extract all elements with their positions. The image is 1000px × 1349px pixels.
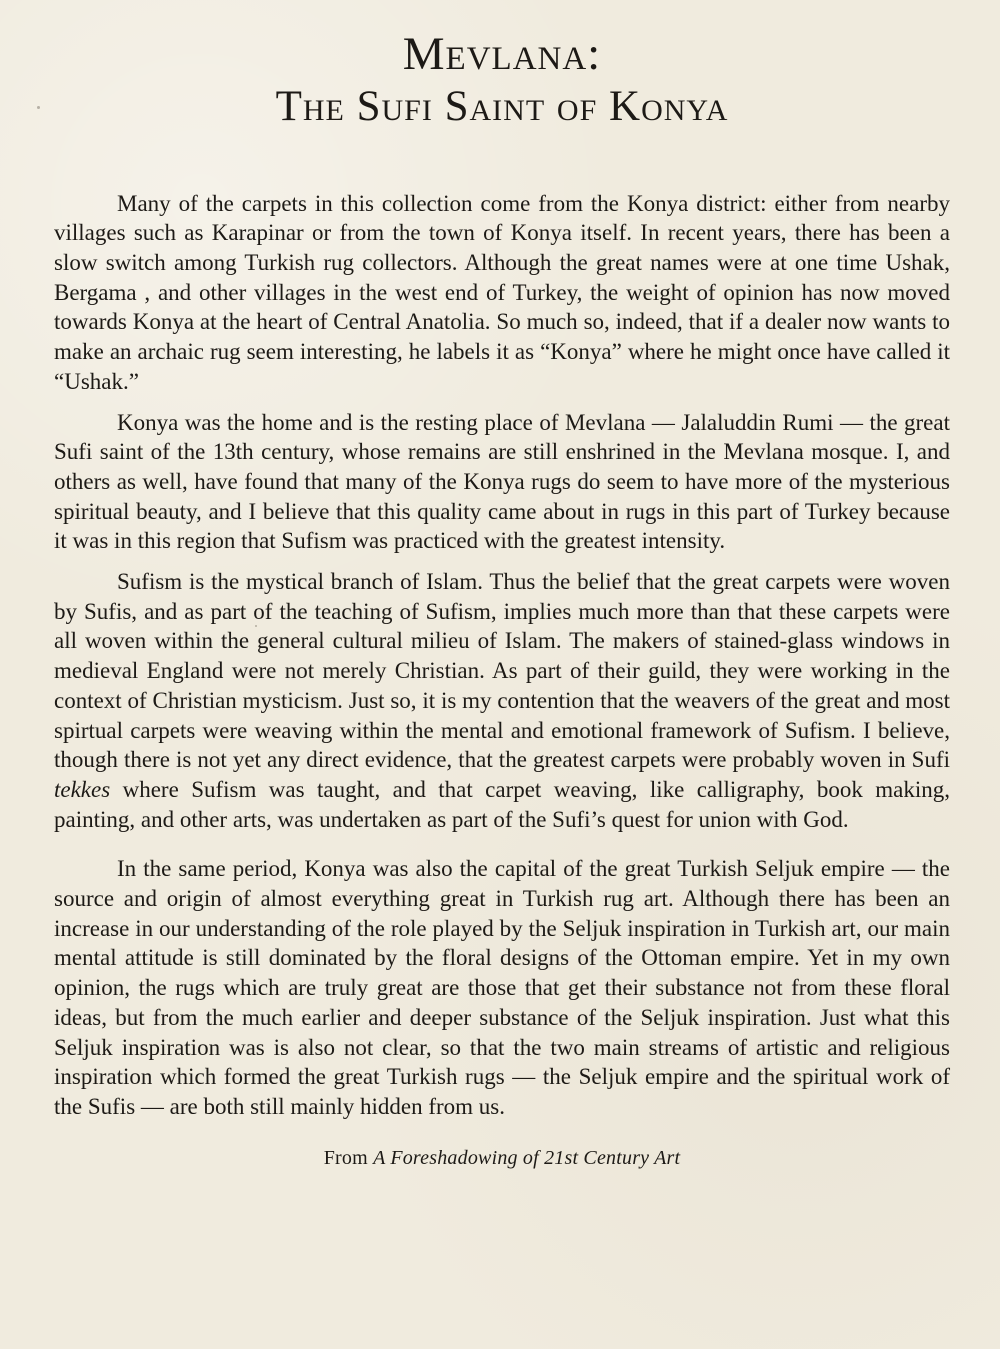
source-citation bbox=[54, 1147, 950, 1170]
title-line-2: The Sufi Saint of Konya bbox=[275, 82, 729, 130]
paragraph-4: In the same period, Konya was also the capital of the great Turkish Seljuk empire — the source and origin of almost everything great in Turkish rug art. Although there has been an increase in our understanding of the role played by the Seljuk inspiration in Turkish art, our main mental attitude is still dominated by the floral designs of the Ottoman empire. Yet in my own opinion, the rugs which are truly great are those that get their substance not from these floral ideas, but from the much earlier and deeper substance of the Seljuk inspiration. Just what this Seljuk inspiration was is also not clear, so that the two main streams of artistic and religious inspiration which formed the great Turkish rugs — the Seljuk empire and the spiritual work of the Sufis — are both still mainly hidden from us. bbox=[54, 856, 950, 1119]
speck bbox=[255, 625, 257, 627]
paragraph-3-text-start: Sufism is the mystical branch of Islam. Thus the belief that the great carpets were woven by Sufis, and as part of the teaching of Sufism, implies much more than that these carpets were all woven within the general cultural milieu of Islam. The makers of stained-glass windows in medieval England were not merely Christian. As part of their guild, they were working in the context of Christian mysticism. Just so, it is my contention that the weavers of the great and most spirtual carpets were weaving within the mental and emotional framework of Sufism. I believe, though there is not yet any direct evidence, that the greatest carpets were probably woven in Sufi bbox=[54, 569, 950, 773]
speck bbox=[37, 106, 40, 109]
paragraph-1: Many of the carpets in this collection come from the Konya district: either from nearby villages such as Karapinar or from the town of Konya itself. In recent years, there has been a slow switch among Turkish rug collectors. Although the great names were at one time Ushak, Bergama , and other villages in the west end of Turkey, the weight of opinion has now moved towards Konya at the heart of Central Anatolia. So much so, indeed, that if a dealer now wants to make an archaic rug seem interesting, he labels it as “Konya” where he might once have called it “Ushak.” bbox=[54, 190, 950, 394]
paragraph-3-text-end: where Sufism was taught, and that carpet weaving, like calligraphy, book making, painting, and other arts, was undertaken as part of the Sufi’s quest for union with God. bbox=[54, 776, 950, 832]
source-title: A Foreshadowing of 21st Century Art bbox=[373, 1146, 681, 1169]
article-body bbox=[54, 189, 950, 1122]
paragraph-2: Konya was the home and is the resting place of Mevlana — Jalaluddin Rumi — the great Sufi saint of the 13th century, whose remains are still enshrined in the Mevlana mosque. I, and others as well, have found that many of the Konya rugs do seem to have more of the mysterious spiritual beauty, and I believe that this quality came about in rugs in this part of Turkey because it was in this region that Sufism was practiced with the greatest intensity. bbox=[54, 409, 950, 554]
paragraph-3 bbox=[54, 567, 950, 834]
paragraph-3-italic-term: tekkes bbox=[54, 776, 111, 802]
title-line-1: Mevlana: bbox=[402, 28, 602, 80]
document-title bbox=[54, 28, 950, 131]
source-prefix: From bbox=[323, 1146, 374, 1169]
